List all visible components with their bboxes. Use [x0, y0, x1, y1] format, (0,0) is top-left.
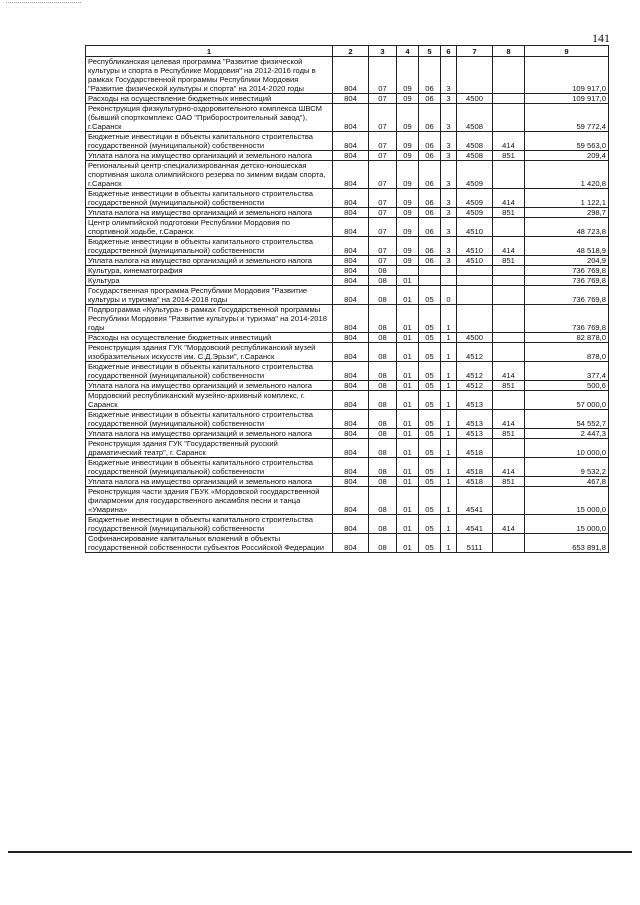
row-code-cell: 08: [369, 477, 397, 487]
row-code-cell: 4518: [457, 458, 493, 477]
row-code-cell: 05: [419, 429, 441, 439]
row-code-cell: 09: [397, 57, 419, 94]
column-header: 8: [493, 46, 525, 57]
row-code-cell: 1: [441, 391, 457, 410]
row-name-cell: Бюджетные инвестиции в объекты капитального строительства государственной (муниципальной) собственности: [86, 189, 333, 208]
row-amount-cell: 59 563,0: [525, 132, 609, 151]
row-amount-cell: 48 723,8: [525, 218, 609, 237]
row-code-cell: 414: [493, 515, 525, 534]
table-row: [86, 276, 609, 286]
row-code-cell: 3: [441, 256, 457, 266]
table-row: [86, 477, 609, 487]
table-row: [86, 218, 609, 237]
row-code-cell: 851: [493, 429, 525, 439]
table-row: [86, 333, 609, 343]
row-amount-cell: 653 891,8: [525, 534, 609, 553]
table-row: [86, 104, 609, 132]
row-code-cell: 4518: [457, 477, 493, 487]
column-header: 1: [86, 46, 333, 57]
page-number: 141: [592, 31, 610, 45]
row-name-cell: Реконструкция здания ГУК "Государственный русский драматический театр", г. Саранск: [86, 439, 333, 458]
row-code-cell: 09: [397, 237, 419, 256]
row-code-cell: [493, 57, 525, 94]
row-amount-cell: 1 122,1: [525, 189, 609, 208]
row-code-cell: 4513: [457, 429, 493, 439]
column-header: 6: [441, 46, 457, 57]
row-code-cell: 08: [369, 410, 397, 429]
table-body: [86, 57, 609, 553]
row-code-cell: [457, 266, 493, 276]
row-code-cell: 08: [369, 458, 397, 477]
table-row: [86, 343, 609, 362]
row-code-cell: 09: [397, 218, 419, 237]
table-row: [86, 161, 609, 189]
row-code-cell: 09: [397, 151, 419, 161]
row-amount-cell: 82 878,0: [525, 333, 609, 343]
row-code-cell: 08: [369, 391, 397, 410]
row-code-cell: 07: [369, 161, 397, 189]
row-code-cell: 4541: [457, 515, 493, 534]
row-code-cell: 4508: [457, 104, 493, 132]
row-code-cell: 06: [419, 132, 441, 151]
row-code-cell: 09: [397, 132, 419, 151]
row-code-cell: 804: [333, 534, 369, 553]
row-code-cell: 09: [397, 256, 419, 266]
budget-table: [85, 45, 609, 553]
row-code-cell: 05: [419, 487, 441, 515]
row-code-cell: [419, 276, 441, 286]
row-code-cell: [493, 218, 525, 237]
table-row: [86, 266, 609, 276]
row-code-cell: 05: [419, 305, 441, 333]
row-code-cell: 804: [333, 132, 369, 151]
row-amount-cell: 48 518,9: [525, 237, 609, 256]
row-code-cell: [457, 305, 493, 333]
row-amount-cell: 377,4: [525, 362, 609, 381]
column-header: 4: [397, 46, 419, 57]
row-amount-cell: 204,9: [525, 256, 609, 266]
table-row: [86, 391, 609, 410]
row-code-cell: 3: [441, 94, 457, 104]
table-row: [86, 189, 609, 208]
row-code-cell: 1: [441, 534, 457, 553]
row-code-cell: 804: [333, 237, 369, 256]
row-name-cell: Уплата налога на имущество организаций и земельного налога: [86, 477, 333, 487]
row-code-cell: 07: [369, 132, 397, 151]
row-amount-cell: 59 772,4: [525, 104, 609, 132]
row-code-cell: 06: [419, 237, 441, 256]
table-row: [86, 534, 609, 553]
row-code-cell: 5111: [457, 534, 493, 553]
row-code-cell: 08: [369, 534, 397, 553]
row-code-cell: 06: [419, 57, 441, 94]
row-code-cell: 4508: [457, 151, 493, 161]
row-code-cell: 3: [441, 57, 457, 94]
row-code-cell: 804: [333, 487, 369, 515]
row-code-cell: 804: [333, 343, 369, 362]
row-code-cell: 804: [333, 218, 369, 237]
row-code-cell: [493, 391, 525, 410]
row-amount-cell: 736 769,8: [525, 266, 609, 276]
row-code-cell: [457, 276, 493, 286]
row-code-cell: 05: [419, 477, 441, 487]
row-code-cell: 4513: [457, 410, 493, 429]
row-code-cell: 06: [419, 189, 441, 208]
row-amount-cell: 109 917,0: [525, 57, 609, 94]
row-name-cell: Культура, кинематография: [86, 266, 333, 276]
table-row: [86, 305, 609, 333]
row-code-cell: 05: [419, 362, 441, 381]
row-name-cell: Бюджетные инвестиции в объекты капитального строительства государственной (муниципальной) собственности: [86, 410, 333, 429]
row-code-cell: 01: [397, 410, 419, 429]
row-code-cell: 09: [397, 208, 419, 218]
row-code-cell: 4510: [457, 256, 493, 266]
row-code-cell: 08: [369, 333, 397, 343]
row-code-cell: 851: [493, 151, 525, 161]
row-amount-cell: 109 917,0: [525, 94, 609, 104]
row-code-cell: 07: [369, 104, 397, 132]
column-header: 9: [525, 46, 609, 57]
row-code-cell: 05: [419, 343, 441, 362]
row-code-cell: 05: [419, 534, 441, 553]
row-code-cell: 01: [397, 458, 419, 477]
row-code-cell: 3: [441, 218, 457, 237]
row-code-cell: 414: [493, 132, 525, 151]
row-name-cell: Бюджетные инвестиции в объекты капитального строительства государственной (муниципальной) собственности: [86, 362, 333, 381]
row-code-cell: 01: [397, 343, 419, 362]
row-code-cell: [457, 57, 493, 94]
row-code-cell: 804: [333, 57, 369, 94]
row-code-cell: 3: [441, 189, 457, 208]
row-code-cell: 07: [369, 57, 397, 94]
row-code-cell: 09: [397, 189, 419, 208]
row-code-cell: 01: [397, 381, 419, 391]
row-code-cell: 01: [397, 429, 419, 439]
row-code-cell: 4513: [457, 391, 493, 410]
row-code-cell: [493, 94, 525, 104]
row-name-cell: Расходы на осуществление бюджетных инвестиций: [86, 333, 333, 343]
table-row: [86, 410, 609, 429]
row-code-cell: 4510: [457, 237, 493, 256]
row-name-cell: Уплата налога на имущество организаций и земельного налога: [86, 208, 333, 218]
row-name-cell: Центр олимпийской подготовки Республики Мордовия по спортивной ходьбе, г.Саранск: [86, 218, 333, 237]
row-code-cell: 414: [493, 458, 525, 477]
row-code-cell: 07: [369, 151, 397, 161]
row-code-cell: 804: [333, 362, 369, 381]
column-header: 7: [457, 46, 493, 57]
table-row: [86, 132, 609, 151]
row-code-cell: [493, 305, 525, 333]
row-name-cell: Бюджетные инвестиции в объекты капитального строительства государственной (муниципальной) собственности: [86, 458, 333, 477]
row-amount-cell: 500,6: [525, 381, 609, 391]
scan-artifact: [6, 2, 81, 5]
header-row: [86, 46, 609, 57]
row-code-cell: [457, 286, 493, 305]
row-code-cell: 06: [419, 94, 441, 104]
row-code-cell: 07: [369, 208, 397, 218]
row-code-cell: 06: [419, 256, 441, 266]
row-code-cell: 08: [369, 487, 397, 515]
row-amount-cell: 1 420,8: [525, 161, 609, 189]
row-code-cell: 4500: [457, 94, 493, 104]
row-code-cell: 1: [441, 487, 457, 515]
row-code-cell: 01: [397, 276, 419, 286]
bottom-rule: [8, 851, 632, 853]
row-code-cell: 804: [333, 477, 369, 487]
row-amount-cell: 15 000,0: [525, 515, 609, 534]
row-code-cell: 804: [333, 458, 369, 477]
row-code-cell: 08: [369, 429, 397, 439]
row-code-cell: 4509: [457, 161, 493, 189]
row-code-cell: 08: [369, 276, 397, 286]
row-code-cell: 07: [369, 218, 397, 237]
row-code-cell: 4509: [457, 189, 493, 208]
row-name-cell: Реконструкция здания ГУК "Мордовский республиканский музей изобразительных искусств им. С.Д.Эрьзи", г.Саранск: [86, 343, 333, 362]
row-code-cell: 1: [441, 458, 457, 477]
row-code-cell: 804: [333, 439, 369, 458]
row-name-cell: Уплата налога на имущество организаций и земельного налога: [86, 151, 333, 161]
row-code-cell: 1: [441, 429, 457, 439]
row-code-cell: 804: [333, 381, 369, 391]
row-code-cell: 414: [493, 362, 525, 381]
row-code-cell: 3: [441, 151, 457, 161]
table-row: [86, 94, 609, 104]
row-code-cell: 1: [441, 305, 457, 333]
row-code-cell: [493, 343, 525, 362]
row-amount-cell: 736 769,8: [525, 286, 609, 305]
row-amount-cell: 736 769,8: [525, 305, 609, 333]
row-name-cell: Мордовский республиканский музейно-архивный комплекс, г. Саранск: [86, 391, 333, 410]
row-code-cell: 851: [493, 477, 525, 487]
row-code-cell: 06: [419, 208, 441, 218]
row-code-cell: 4509: [457, 208, 493, 218]
row-code-cell: 4512: [457, 381, 493, 391]
row-code-cell: 804: [333, 333, 369, 343]
row-amount-cell: 736 769,8: [525, 276, 609, 286]
row-code-cell: [397, 266, 419, 276]
row-name-cell: Уплата налога на имущество организаций и земельного налога: [86, 381, 333, 391]
row-code-cell: 414: [493, 189, 525, 208]
row-name-cell: Культура: [86, 276, 333, 286]
row-code-cell: 4512: [457, 343, 493, 362]
row-code-cell: 1: [441, 439, 457, 458]
row-code-cell: 08: [369, 439, 397, 458]
row-name-cell: Региональный центр-специализированная детско-юношеская спортивная школа олимпийского резерва по зимним видам спорта, г.Саранск: [86, 161, 333, 189]
row-code-cell: [441, 266, 457, 276]
table-row: [86, 237, 609, 256]
row-code-cell: 01: [397, 286, 419, 305]
table-row: [86, 429, 609, 439]
row-code-cell: [493, 333, 525, 343]
row-code-cell: 804: [333, 104, 369, 132]
row-code-cell: 08: [369, 343, 397, 362]
row-name-cell: Республиканская целевая программа "Развитие физической культуры и спорта в Республике Мордовия" на 2012-2016 годы в рамках Государственной программы Республики Мордовия "Развитие физической культуры и спорта" на 2014-2020 годы: [86, 57, 333, 94]
row-code-cell: 1: [441, 515, 457, 534]
row-code-cell: 1: [441, 362, 457, 381]
row-code-cell: 05: [419, 391, 441, 410]
row-name-cell: Бюджетные инвестиции в объекты капитального строительства государственной (муниципальной) собственности: [86, 515, 333, 534]
row-name-cell: Реконструкция физкультурно-оздоровительного комплекса ШВСМ (бывший спорткомплекс ОАО "Приборостроительный завод"), г.Саранск: [86, 104, 333, 132]
table-row: [86, 458, 609, 477]
row-code-cell: 1: [441, 410, 457, 429]
row-code-cell: 0: [441, 286, 457, 305]
row-name-cell: Бюджетные инвестиции в объекты капитального строительства государственной (муниципальной) собственности: [86, 237, 333, 256]
row-code-cell: 08: [369, 266, 397, 276]
row-code-cell: 08: [369, 362, 397, 381]
row-code-cell: 804: [333, 276, 369, 286]
row-code-cell: 01: [397, 305, 419, 333]
row-code-cell: [493, 266, 525, 276]
row-amount-cell: 467,8: [525, 477, 609, 487]
row-code-cell: [419, 266, 441, 276]
row-code-cell: [493, 286, 525, 305]
row-code-cell: 804: [333, 208, 369, 218]
row-code-cell: 851: [493, 256, 525, 266]
row-code-cell: 05: [419, 515, 441, 534]
row-code-cell: 09: [397, 104, 419, 132]
row-amount-cell: 209,4: [525, 151, 609, 161]
row-code-cell: 804: [333, 515, 369, 534]
row-code-cell: 1: [441, 333, 457, 343]
column-header: 3: [369, 46, 397, 57]
row-name-cell: Реконструкция части здания ГБУК «Мордовской государственной филармонии для государственного ансамбля песни и танца «Умарина»: [86, 487, 333, 515]
table-row: [86, 151, 609, 161]
row-amount-cell: 298,7: [525, 208, 609, 218]
row-code-cell: 804: [333, 94, 369, 104]
row-code-cell: 4510: [457, 218, 493, 237]
row-code-cell: 804: [333, 429, 369, 439]
table-row: [86, 515, 609, 534]
row-code-cell: 01: [397, 391, 419, 410]
row-code-cell: 01: [397, 439, 419, 458]
row-code-cell: 804: [333, 286, 369, 305]
row-code-cell: 01: [397, 333, 419, 343]
row-code-cell: 07: [369, 256, 397, 266]
row-code-cell: 3: [441, 132, 457, 151]
row-code-cell: 1: [441, 381, 457, 391]
row-code-cell: 3: [441, 161, 457, 189]
row-code-cell: 01: [397, 487, 419, 515]
row-code-cell: 4500: [457, 333, 493, 343]
row-name-cell: Государственная программа Республики Мордовия "Развитие культуры и туризма" на 2014-2018 годы: [86, 286, 333, 305]
row-code-cell: 3: [441, 208, 457, 218]
row-code-cell: 08: [369, 286, 397, 305]
table-row: [86, 381, 609, 391]
row-code-cell: [493, 104, 525, 132]
row-code-cell: 05: [419, 333, 441, 343]
row-amount-cell: 2 447,3: [525, 429, 609, 439]
row-code-cell: 07: [369, 94, 397, 104]
row-code-cell: 06: [419, 161, 441, 189]
row-code-cell: 804: [333, 391, 369, 410]
row-code-cell: [493, 276, 525, 286]
row-code-cell: 01: [397, 515, 419, 534]
table-row: [86, 487, 609, 515]
row-name-cell: Уплата налога на имущество организаций и земельного налога: [86, 429, 333, 439]
row-code-cell: [493, 534, 525, 553]
table-row: [86, 208, 609, 218]
row-name-cell: Софинансирование капитальных вложений в объекты государственной собственности субъектов Российской Федерации: [86, 534, 333, 553]
row-name-cell: Расходы на осуществление бюджетных инвестиций: [86, 94, 333, 104]
row-amount-cell: 57 000,0: [525, 391, 609, 410]
row-code-cell: 4541: [457, 487, 493, 515]
row-code-cell: 804: [333, 151, 369, 161]
row-amount-cell: 9 532,2: [525, 458, 609, 477]
row-code-cell: 07: [369, 237, 397, 256]
row-code-cell: 414: [493, 410, 525, 429]
row-code-cell: 01: [397, 362, 419, 381]
row-code-cell: 01: [397, 534, 419, 553]
row-code-cell: 1: [441, 343, 457, 362]
row-name-cell: Подпрограмма «Культура» в рамках Государственной программы Республики Мордовия "Развитие культуры и туризма" на 2014-2018 годы: [86, 305, 333, 333]
row-code-cell: 851: [493, 208, 525, 218]
row-name-cell: Бюджетные инвестиции в объекты капитального строительства государственной (муниципальной) собственности: [86, 132, 333, 151]
row-code-cell: 804: [333, 410, 369, 429]
row-code-cell: 08: [369, 381, 397, 391]
row-code-cell: 07: [369, 189, 397, 208]
row-code-cell: 08: [369, 515, 397, 534]
table-row: [86, 57, 609, 94]
row-code-cell: 4518: [457, 439, 493, 458]
row-code-cell: 05: [419, 286, 441, 305]
row-amount-cell: 15 000,0: [525, 487, 609, 515]
row-code-cell: 05: [419, 381, 441, 391]
row-code-cell: 09: [397, 94, 419, 104]
row-code-cell: [493, 439, 525, 458]
row-amount-cell: 10 000,0: [525, 439, 609, 458]
table-row: [86, 439, 609, 458]
row-code-cell: 804: [333, 161, 369, 189]
row-code-cell: [441, 276, 457, 286]
row-code-cell: 3: [441, 237, 457, 256]
column-header: 2: [333, 46, 369, 57]
table-row: [86, 256, 609, 266]
row-code-cell: 804: [333, 266, 369, 276]
row-code-cell: [493, 161, 525, 189]
row-code-cell: 05: [419, 439, 441, 458]
column-header: 5: [419, 46, 441, 57]
row-amount-cell: 54 552,7: [525, 410, 609, 429]
row-code-cell: 09: [397, 161, 419, 189]
row-code-cell: 08: [369, 305, 397, 333]
row-code-cell: 06: [419, 218, 441, 237]
row-code-cell: 1: [441, 477, 457, 487]
row-code-cell: 4508: [457, 132, 493, 151]
row-code-cell: 06: [419, 104, 441, 132]
row-code-cell: 414: [493, 237, 525, 256]
row-code-cell: 05: [419, 410, 441, 429]
row-code-cell: 06: [419, 151, 441, 161]
table-row: [86, 286, 609, 305]
table-row: [86, 362, 609, 381]
row-code-cell: 3: [441, 104, 457, 132]
row-code-cell: 804: [333, 256, 369, 266]
row-code-cell: [493, 487, 525, 515]
row-code-cell: 804: [333, 189, 369, 208]
row-code-cell: 4512: [457, 362, 493, 381]
row-code-cell: 05: [419, 458, 441, 477]
row-code-cell: 804: [333, 305, 369, 333]
row-code-cell: 851: [493, 381, 525, 391]
row-code-cell: 01: [397, 477, 419, 487]
row-name-cell: Уплата налога на имущество организаций и земельного налога: [86, 256, 333, 266]
row-amount-cell: 878,0: [525, 343, 609, 362]
